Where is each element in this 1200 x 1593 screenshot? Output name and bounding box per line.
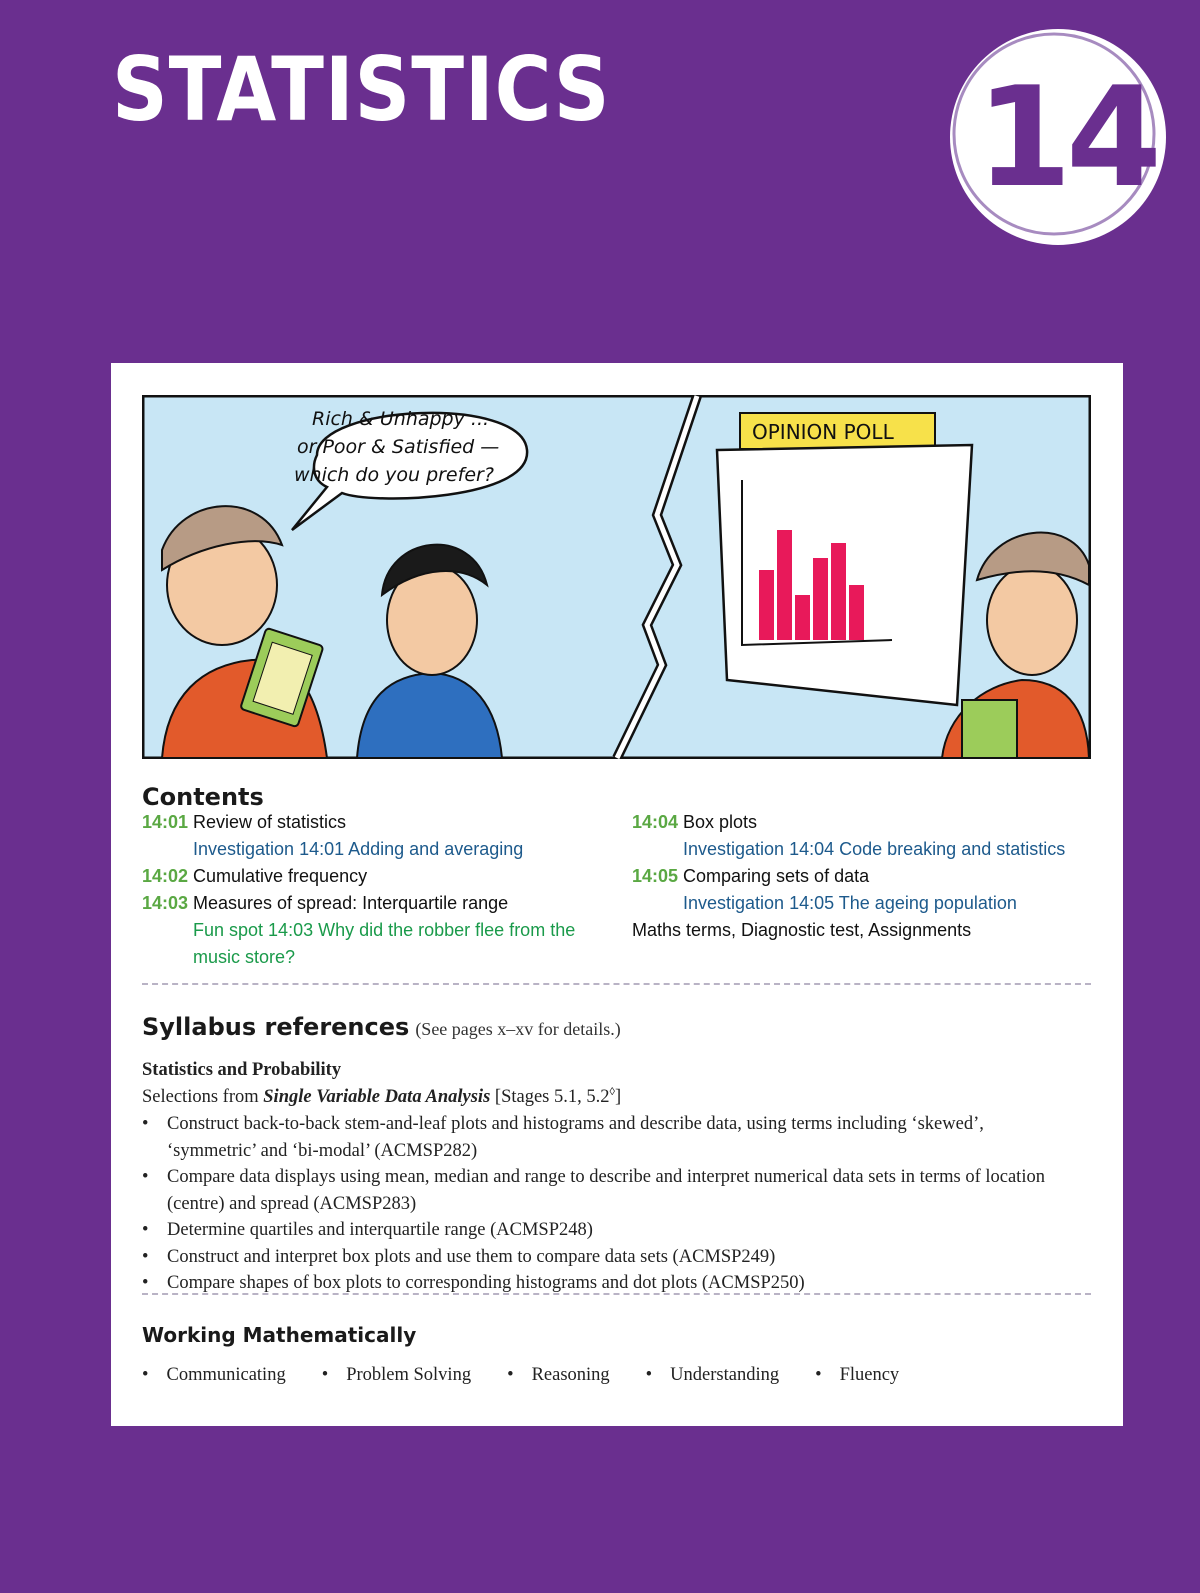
wm-item-label: Understanding [670, 1365, 780, 1385]
contents-fun-spot-continued[interactable]: music store? [193, 947, 296, 967]
section-divider [142, 1293, 1091, 1295]
contents-item[interactable] [142, 890, 592, 917]
section-code: 14:05 [632, 866, 679, 886]
working-mathematically-heading: Working Mathematically [142, 1323, 417, 1347]
stage-mark: ◊ [609, 1086, 615, 1098]
wm-item [646, 1365, 779, 1386]
selections-close: ] [614, 1087, 622, 1108]
content-panel [111, 363, 1123, 1426]
bullet-text: Construct back-to-back stem-and-leaf plots and histograms and describe data, using terms including ‘skewed’, ‘symmetric’ and ‘bi-modal’ (ACMSP282) [167, 1114, 984, 1161]
wm-item [507, 1365, 610, 1386]
syllabus-note: (See pages x–xv for details.) [415, 1019, 621, 1039]
syllabus-bullet [142, 1244, 1062, 1271]
section-code: 14:04 [632, 812, 679, 832]
speech-line: Rich & Unhappy ... [312, 408, 490, 430]
wm-item-label: Fluency [839, 1365, 900, 1385]
speech-line: which do you prefer? [294, 464, 494, 486]
section-title: Cumulative frequency [193, 866, 368, 886]
poll-sign-text: OPINION POLL [752, 420, 894, 444]
bullet-icon: • [507, 1365, 514, 1385]
bullet-icon: • [645, 1365, 653, 1385]
section-code: 14:03 [142, 893, 189, 913]
contents-item[interactable] [142, 863, 592, 890]
contents-item[interactable] [632, 863, 1112, 890]
section-title: Box plots [683, 812, 758, 832]
contents-heading: Contents [142, 783, 264, 811]
syllabus-bullet [142, 1217, 1062, 1244]
bullet-icon: • [142, 1220, 149, 1240]
syllabus-bullets [142, 1111, 1062, 1297]
bullet-icon: • [142, 1365, 149, 1385]
contents-list-right [632, 809, 1112, 944]
bullet-icon: • [142, 1246, 149, 1267]
opinion-poll-cartoon [142, 395, 1091, 759]
section-title: Comparing sets of data [683, 866, 870, 886]
wm-item [142, 1365, 286, 1386]
chapter-number-badge [946, 26, 1176, 248]
selections-title: Single Variable Data Analysis [263, 1087, 491, 1108]
chapter-number: 14 [975, 56, 1157, 218]
bullet-icon: • [142, 1273, 149, 1293]
section-divider [142, 983, 1091, 985]
bullet-icon: • [321, 1365, 329, 1385]
syllabus-title: Syllabus references [142, 1013, 410, 1041]
contents-investigation[interactable]: Investigation 14:04 Code breaking and statistics [683, 839, 1066, 859]
contents-item[interactable] [142, 809, 592, 836]
working-mathematically-list [142, 1365, 1082, 1386]
section-code: 14:01 [142, 812, 189, 832]
contents-list-left [142, 809, 592, 971]
section-title: Measures of spread: Interquartile range [193, 893, 509, 913]
selections-prefix: Selections from [142, 1087, 259, 1108]
bullet-icon: • [142, 1167, 149, 1187]
wm-item-label: Reasoning [531, 1365, 610, 1385]
wm-item [815, 1365, 899, 1386]
bullet-text: Compare data displays using mean, median and range to describe and interpret numerical data sets in terms of location (centre) and spread (ACMSP283) [167, 1167, 1045, 1214]
wm-item [322, 1365, 471, 1386]
speech-line: or Poor & Satisfied — [297, 436, 500, 458]
syllabus-heading [142, 1013, 621, 1041]
contents-extras[interactable]: Maths terms, Diagnostic test, Assignments [632, 920, 972, 940]
selections-line [142, 1086, 621, 1108]
bullet-icon: • [815, 1365, 822, 1385]
section-title: Review of statistics [193, 812, 347, 832]
chapter-title: STATISTICS [112, 38, 611, 141]
contents-item[interactable] [632, 809, 1112, 836]
contents-investigation[interactable]: Investigation 14:05 The ageing population [683, 893, 1017, 913]
syllabus-bullet [142, 1164, 1062, 1217]
bullet-text: Compare shapes of box plots to corresponding histograms and dot plots (ACMSP250) [167, 1273, 805, 1293]
bullet-icon: • [142, 1114, 149, 1134]
strand-title: Statistics and Probability [142, 1060, 342, 1080]
contents-investigation[interactable]: Investigation 14:01 Adding and averaging [193, 839, 524, 859]
section-code: 14:02 [142, 866, 189, 886]
wm-item-label: Problem Solving [346, 1365, 472, 1385]
wm-item-label: Communicating [166, 1365, 286, 1385]
syllabus-bullet [142, 1111, 1062, 1164]
bullet-text: Determine quartiles and interquartile range (ACMSP248) [167, 1220, 593, 1240]
bullet-text: Construct and interpret box plots and use them to compare data sets (ACMSP249) [167, 1246, 776, 1267]
contents-fun-spot[interactable]: Fun spot 14:03 Why did the robber flee from the [193, 920, 576, 940]
selections-stages: [Stages 5.1, 5.2 [494, 1087, 610, 1108]
